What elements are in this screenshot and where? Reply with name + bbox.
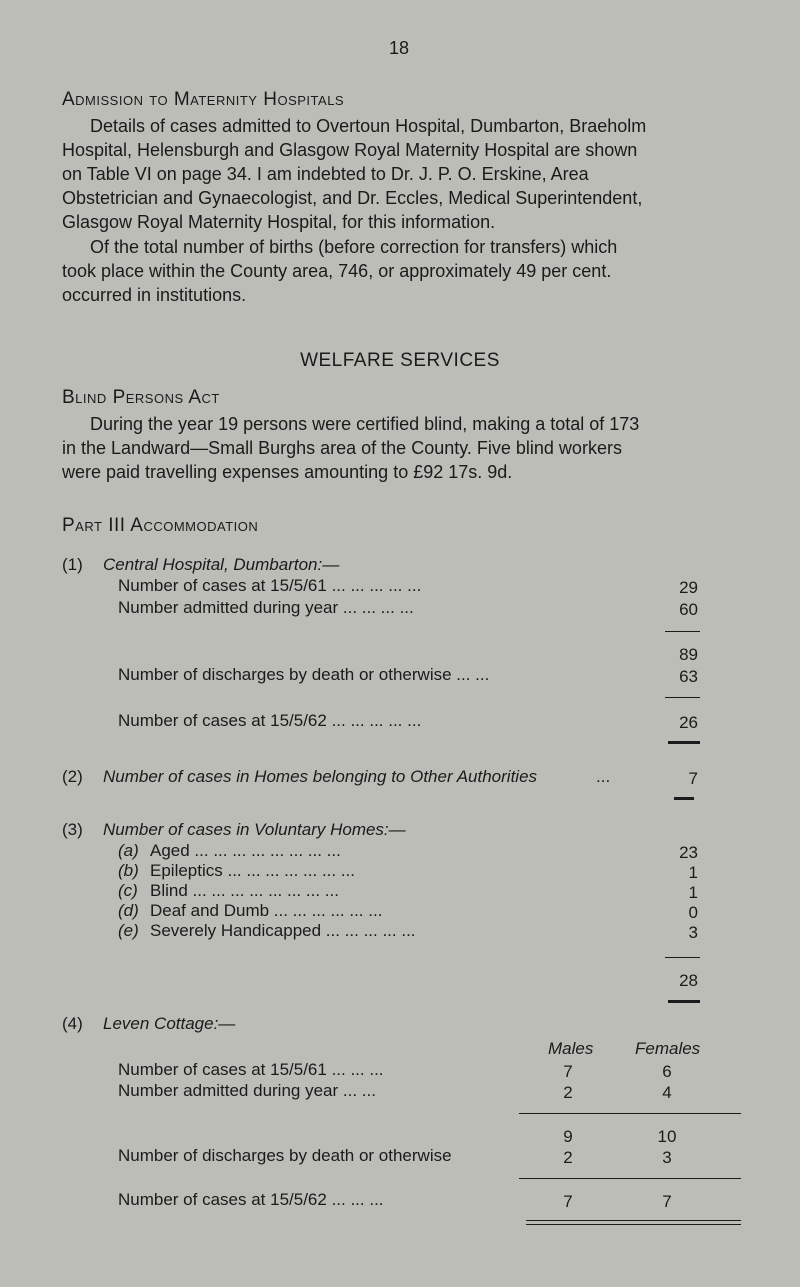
females-value: 4 bbox=[662, 1083, 672, 1102]
males-value: 7 bbox=[563, 1062, 573, 1081]
row-label: Number of discharges by death or otherwise ... ... bbox=[118, 665, 490, 684]
text-line: Obstetrician and Gynaecologist, and Dr. Eccles, Medical Superintendent, bbox=[62, 188, 643, 208]
text-line: During the year 19 persons were certified blind, making a total of 173 bbox=[90, 414, 640, 434]
leader-dots: ... bbox=[596, 767, 611, 786]
row-label: Number admitted during year ... ... ... ... bbox=[118, 598, 414, 617]
males-total: 7 bbox=[563, 1192, 573, 1211]
text-line: on Table VI on page 34. I am indebted to Dr. J. P. O. Erskine, Area bbox=[62, 164, 589, 184]
item-label: Severely Handicapped ... ... ... ... ... bbox=[150, 921, 416, 940]
text-line: Of the total number of births (before correction for transfers) which bbox=[90, 237, 618, 257]
column-header-females: Females bbox=[635, 1039, 701, 1058]
row-label: Number of cases at 15/5/62 ... ... ... ... ... bbox=[118, 711, 422, 730]
subtotal-value: 89 bbox=[679, 645, 698, 664]
item-label: Aged ... ... ... ... ... ... ... ... bbox=[150, 841, 341, 860]
text-line: took place within the County area, 746, or approximately 49 per cent. bbox=[62, 261, 612, 281]
row-label: Number of cases at 15/5/62 ... ... ... bbox=[118, 1190, 384, 1209]
sum-rule bbox=[665, 697, 700, 698]
item-letter: (b) bbox=[118, 861, 139, 880]
males-value: 2 bbox=[563, 1083, 573, 1102]
row-label: Number of cases at 15/5/61 ... ... ... ... ... bbox=[118, 576, 422, 595]
males-value: 2 bbox=[563, 1148, 573, 1167]
sum-rule bbox=[519, 1178, 741, 1179]
females-total: 7 bbox=[662, 1192, 672, 1211]
double-rule bbox=[674, 797, 694, 800]
item-letter: (e) bbox=[118, 921, 139, 940]
text-line: were paid travelling expenses amounting to £92 17s. 9d. bbox=[62, 462, 513, 482]
part3-heading: Part III Accommodation bbox=[62, 515, 259, 536]
section-3-label: (3) bbox=[62, 820, 83, 839]
blind-persons-paragraph bbox=[62, 412, 639, 484]
item-value: 1 bbox=[688, 883, 698, 902]
section-3-title: Number of cases in Voluntary Homes:— bbox=[103, 820, 406, 839]
item-value: 1 bbox=[688, 863, 698, 882]
sum-rule bbox=[665, 631, 700, 632]
row-value: 60 bbox=[679, 600, 698, 619]
text-line: in the Landward—Small Burghs area of the County. Five blind workers bbox=[62, 438, 622, 458]
double-rule bbox=[668, 741, 700, 744]
welfare-services-title: WELFARE SERVICES bbox=[300, 350, 500, 371]
females-subtotal: 10 bbox=[657, 1127, 677, 1146]
row-label: Number admitted during year ... ... bbox=[118, 1081, 376, 1100]
row-value: 29 bbox=[679, 578, 698, 597]
double-rule-top bbox=[526, 1220, 741, 1221]
item-label: Blind ... ... ... ... ... ... ... ... bbox=[150, 881, 339, 900]
item-value: 23 bbox=[679, 843, 698, 862]
sum-rule bbox=[519, 1113, 741, 1114]
item-label: Epileptics ... ... ... ... ... ... ... bbox=[150, 861, 356, 880]
text-line: Glasgow Royal Maternity Hospital, for this information. bbox=[62, 212, 496, 232]
item-letter: (d) bbox=[118, 901, 139, 920]
males-subtotal: 9 bbox=[563, 1127, 573, 1146]
page-number: 18 bbox=[389, 38, 410, 58]
row-value: 63 bbox=[679, 667, 698, 686]
column-header-males: Males bbox=[548, 1039, 594, 1058]
double-rule-bottom bbox=[526, 1224, 741, 1225]
section-2-title: Number of cases in Homes belonging to Other Authorities bbox=[103, 767, 538, 786]
sum-rule bbox=[665, 957, 700, 958]
section-2-label: (2) bbox=[62, 767, 83, 786]
item-letter: (a) bbox=[118, 841, 139, 860]
item-value: 0 bbox=[688, 903, 698, 922]
text-line: occurred in institutions. bbox=[62, 285, 247, 305]
section-1-label: (1) bbox=[62, 555, 83, 574]
blind-persons-heading: Blind Persons Act bbox=[62, 387, 220, 408]
females-value: 6 bbox=[662, 1062, 672, 1081]
row-label: Number of discharges by death or otherwise bbox=[118, 1146, 452, 1165]
section-4-label: (4) bbox=[62, 1014, 83, 1033]
section-2-value: 7 bbox=[688, 769, 698, 788]
section-1-title: Central Hospital, Dumbarton:— bbox=[103, 555, 340, 574]
text-line: Hospital, Helensburgh and Glasgow Royal Maternity Hospital are shown bbox=[62, 140, 638, 160]
text-line: Details of cases admitted to Overtoun Hospital, Dumbarton, Braeholm bbox=[90, 116, 647, 136]
row-label: Number of cases at 15/5/61 ... ... ... bbox=[118, 1060, 384, 1079]
section-3-total: 28 bbox=[679, 971, 698, 990]
admission-paragraph-1 bbox=[62, 114, 646, 234]
admission-paragraph-2 bbox=[62, 235, 617, 307]
item-letter: (c) bbox=[118, 881, 138, 900]
item-value: 3 bbox=[688, 923, 698, 942]
females-value: 3 bbox=[662, 1148, 672, 1167]
double-rule bbox=[668, 1000, 700, 1003]
admission-heading: Admission to Maternity Hospitals bbox=[62, 89, 345, 110]
item-label: Deaf and Dumb ... ... ... ... ... ... bbox=[150, 901, 383, 920]
total-value: 26 bbox=[679, 713, 698, 732]
section-4-title: Leven Cottage:— bbox=[103, 1014, 236, 1033]
